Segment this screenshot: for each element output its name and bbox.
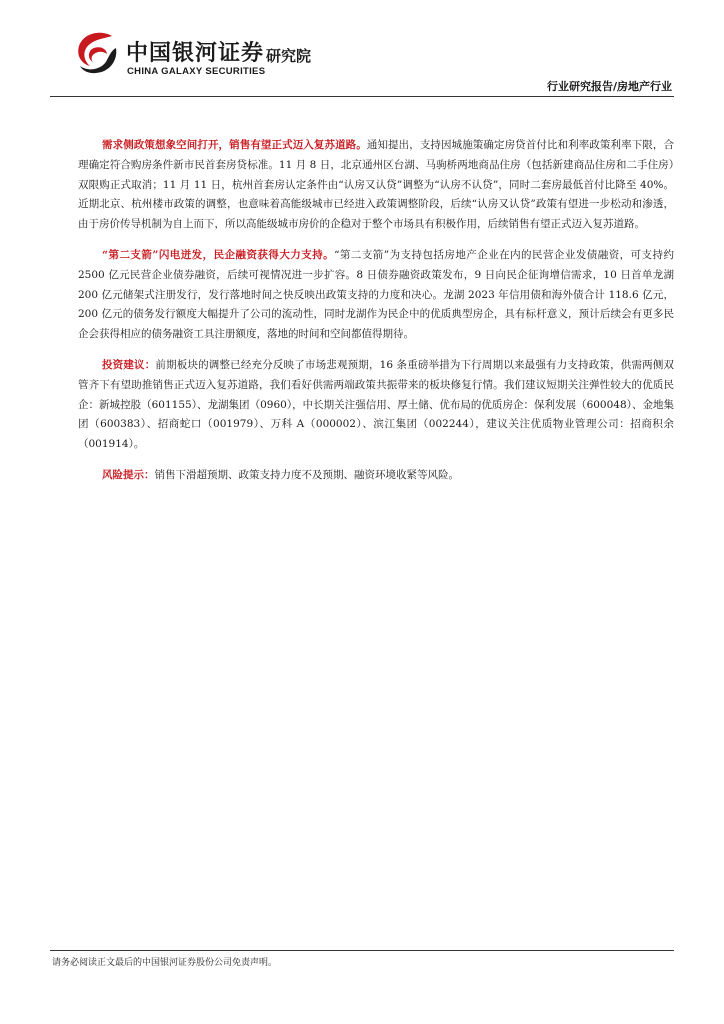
brand-name-cn: 中国银河证券 [126, 41, 265, 66]
paragraph-second-arrow [78, 246, 674, 345]
brand-name-en: CHINA GALAXY SECURITIES [127, 66, 266, 77]
page-header [0, 0, 724, 100]
report-body [78, 136, 674, 497]
institute-label: 研究院 [266, 47, 312, 65]
paragraph-text: 销售下滑超预期、政策支持力度不及预期、融资环境收紧等风险。 [154, 468, 459, 481]
header-divider [50, 96, 674, 97]
paragraph-text: “第二支箭”为支持包括房地产企业在内的民营企业发债融资，可支持约 2500 亿元民营企业债券融资，后续可视情况进一步扩容。8 日债券融资政策发布，9 日向民企征询增信需求，10 日首单龙湖 200 亿元储架式注册发行，发行落地时间之快反映出政策支持的力度和决心。龙湖 2023 年信用债和海外债合计 118.6 亿元，200 亿元的债务发行额度大幅提升了公司的流动性，同时龙湖作为民企中的优质典型房企，具有标杆意义，预计后续会有更多民企会获得相应的债务融资工具注册额度，落地的时间和空间都值得期待。 [78, 248, 674, 341]
footer-divider [50, 950, 674, 951]
report-type: 行业研究报告/房地产行业 [546, 80, 672, 93]
paragraph-lead: 风险提示： [102, 468, 155, 481]
paragraph-lead: “第二支箭”闪电迸发，民企融资获得大力支持。 [102, 248, 335, 261]
paragraph-demand-policy [78, 136, 674, 235]
paragraph-lead: 投资建议： [102, 358, 156, 371]
paragraph-text: 前期板块的调整已经充分反映了市场悲观预期，16 条重磅举措为下行周期以来最强有力支持政策，供需两侧双管齐下有望助推销售正式迈入复苏道路，我们看好供需两端政策共振带来的板块修复行情。我们建议短期关注弹性较大的优质民企：新城控股（601155）、龙湖集团（0960），中长期关注强信用、厚土储、优布局的优质房企：保利发展（600048）、金地集团（600383）、招商蛇口（001979）、万科 A（000002）、滨江集团（002244），建议关注优质物业管理公司：招商积余（001914）。 [78, 358, 675, 451]
footer-disclaimer: 请务必阅读正文最后的中国银河证券股份公司免责声明。 [52, 958, 278, 968]
paragraph-risk-warning [78, 466, 674, 486]
paragraph-text: 通知提出，支持因城施策确定房贷首付比和利率政策利率下限，合理确定符合购房条件新市民首套房贷标准。11 月 8 日，北京通州区台湖、马驹桥两地商品住房（包括新建商品住房和二手住房）双限购正式取消；11 月 11 日，杭州首套房认定条件由“认房又认贷”调整为“认房不认贷”，同时二套房最低首付比降至 40%。近期北京、杭州楼市政策的调整，也意味着高能级城市已经进入政策调整阶段，后续“认房又认贷”政策有望进一步松动和渗透，由于房价传导机制为自上而下，所以高能级城市房价的企稳对于整个市场具有积极作用，后续销售有望正式迈入复苏道路。 [78, 139, 674, 231]
galaxy-logo-icon [74, 30, 120, 76]
paragraph-lead: 需求侧政策想象空间打开，销售有望正式迈入复苏道路。 [102, 139, 367, 151]
paragraph-investment-advice [78, 356, 674, 455]
